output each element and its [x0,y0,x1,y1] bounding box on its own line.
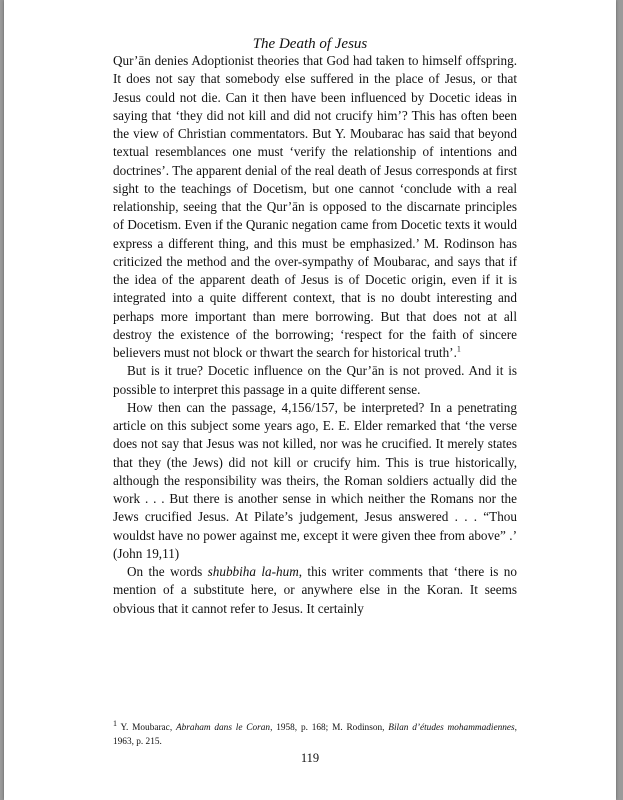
paragraph-4-rest: , this writer comments that ‘there is no mention of a substitute here, or anywhere else in the Koran. It seems obvious that it cannot refer to Jesus. It certainly [113,564,517,616]
footnote-marker: 1 [113,718,117,728]
footnote-text-1: Y. Moubarac, [117,723,176,733]
footnote-title-1: Abraham dans le Coran [175,723,271,733]
page-number: 119 [300,751,320,765]
paragraph-1 [113,52,517,362]
footnote-section [113,718,517,749]
running-head: The Death of Jesus [252,36,368,52]
paragraph-2: But is it true? Docetic influence on the Qur’ān is not proved. And it is possible to interpret this passage in a quite different sense. [113,363,517,397]
footnote-1 [113,718,517,749]
document-page [4,0,616,800]
footnote-reference[interactable]: 1 [456,344,461,354]
footnote-text-3: , 1963, p. 215. [113,723,517,747]
footnote-text-2: , 1958, p. 168; M. Rodinson, [270,723,389,733]
paragraph-4-italic-term: shubbiha la-hum [207,564,299,579]
paragraph-4-lead: On the words [127,564,208,579]
body-text [113,52,517,618]
paragraph-1-text: Qur’ān denies Adoptionist theories that God had taken to himself offspring. It does not say that somebody else suffered in the place of Jesus, or that Jesus could not die. Can it then have been influenced by Docetic ideas in saying that ‘they did not kill and did not crucify him’? This has often been the view of Christian commentators. But Y. Moubarac has said that beyond textual resemblances one must ‘verify the relationship of intentions and doctrines’. The apparent denial of the real death of Jesus corresponds at first sight to the teachings of Docetism, but one cannot ‘conclude with a real relationship, seeing that the Qur’ān is opposed to the discarnate principles of Docetism. Even if the Quranic negation came from Docetic texts it would express a different thing, and this must be emphasized.’ M. Rodinson has criticized the method and the over-sympathy of Moubarac, and says that if the idea of the apparent death of Jesus is of Docetic origin, even if it is integrated into a quite different context, that is no doubt interesting and perhaps more important than mere borrowing. But that does not at all destroy the existence of the borrowing; ‘respect for the faith of sincere believers must not block or thwart the search for historical truth’. [113,53,517,360]
paragraph-4 [113,563,517,618]
paragraph-3: How then can the passage, 4,156/157, be interpreted? In a penetrating article on this subject some years ago, E. E. Elder remarked that ‘the verse does not say that Jesus was not killed, nor was he crucified. It merely states that they (the Jews) did not kill or crucify him. This is true historically, although the responsibility was theirs, the Roman soldiers actually did the work . . . But there is another sense in which neither the Romans nor the Jews crucified Jesus. At Pilate’s judgement, Jesus answered . . . “Thou wouldst have no power against me, except it were given thee from above” .’ (John 19,11) [113,399,517,561]
footnote-title-2: Bilan d’études mohammadiennes [388,723,515,733]
